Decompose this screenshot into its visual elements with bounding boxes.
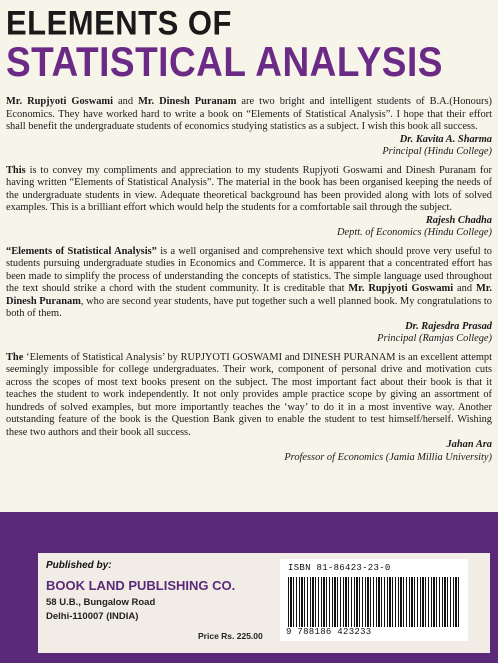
endorsement-3-text: “Elements of Statistical Analysis” is a well organised and comprehensive text which should prove very useful to students pursuing undergraduate studies in Economics and Commerce. It is apparent that a concentrated effort has been made to simplify the process of understanding the concepts of statistics. The simple language used throughout the text should strike a chord with the student community. It is creditable that Mr. Rupjyoti Goswami and Mr. Dinesh Puranam, who are second year students, have put together such a well planned book. My congratulations to both of them. <box>6 245 492 319</box>
endorsements <box>6 96 492 464</box>
endorsement-1-signature: Dr. Kavita A. Sharma Principal (Hindu College) <box>382 133 492 157</box>
publisher-address-line-1: 58 U.B., Bungalow Road <box>46 597 156 608</box>
price-label: Price Rs. 225.00 <box>198 631 263 641</box>
endorsement-1-text: Mr. Rupjyoti Goswami and Mr. Dinesh Puranam are two bright and intelligent students of B.A.(Honours) Economics. They have worked hard to write a book on “Elements of Statistical Analysis”. I hope that their effort shall benefit the undergraduate students of economics studying statistics as a subject. I wish this book all success. <box>6 96 492 132</box>
publisher-address-line-2: Delhi-110007 (INDIA) <box>46 611 139 622</box>
title-line-1: ELEMENTS OF <box>6 3 232 43</box>
publisher-panel <box>38 553 490 653</box>
barcode-digits: 9 788186 423233 <box>286 627 372 637</box>
endorsement-3-signature: Dr. Rajesdra Prasad Principal (Ramjas College) <box>377 320 492 344</box>
publisher-name: BOOK LAND PUBLISHING CO. <box>46 578 236 593</box>
endorsement-2-signature: Rajesh Chadha Deptt. of Economics (Hindu College) <box>337 214 492 238</box>
title-line-2: STATISTICAL ANALYSIS <box>6 39 443 85</box>
endorsement-4-signature: Jahan Ara Professor of Economics (Jamia Millia University) <box>284 439 492 463</box>
published-by-label: Published by: <box>46 560 112 571</box>
endorsement-2-text: This is to convey my compliments and appreciation to my students Rupjyoti Goswami and Dinesh Puranam for having written “Elements of Statistical Analysis”. The material in the book has been organised keeping the needs of the undergraduate students in view. Adequate theoretical background has been provided along with lots of solved examples. This is a brilliant effort which would help the students for a comfortable sail through the subject. <box>6 164 492 213</box>
isbn-barcode-box <box>280 559 468 641</box>
isbn-text: ISBN 81-86423-23-0 <box>288 563 391 573</box>
endorsement-4-text: The ‘Elements of Statistical Analysis’ by RUPJYOTI GOSWAMI and DINESH PURANAM is an excellent attempt seemingly impossible for college undergraduates. Their work, component of personal drive and motivation cuts across the scopes of most text books present on the subject. The most important fact about their book is that it teaches the student to work independently. It not only provides ample practice scope by giving an assortment of hundreds of solved examples, but more importantly teaches the ‘way’ to do it in a most inventive way. Another outstanding feature of the book is the Question Bank given to enable the student to test himself/herself. Wishing these two authors and their book all success. <box>6 351 492 438</box>
barcode-icon <box>288 577 460 627</box>
